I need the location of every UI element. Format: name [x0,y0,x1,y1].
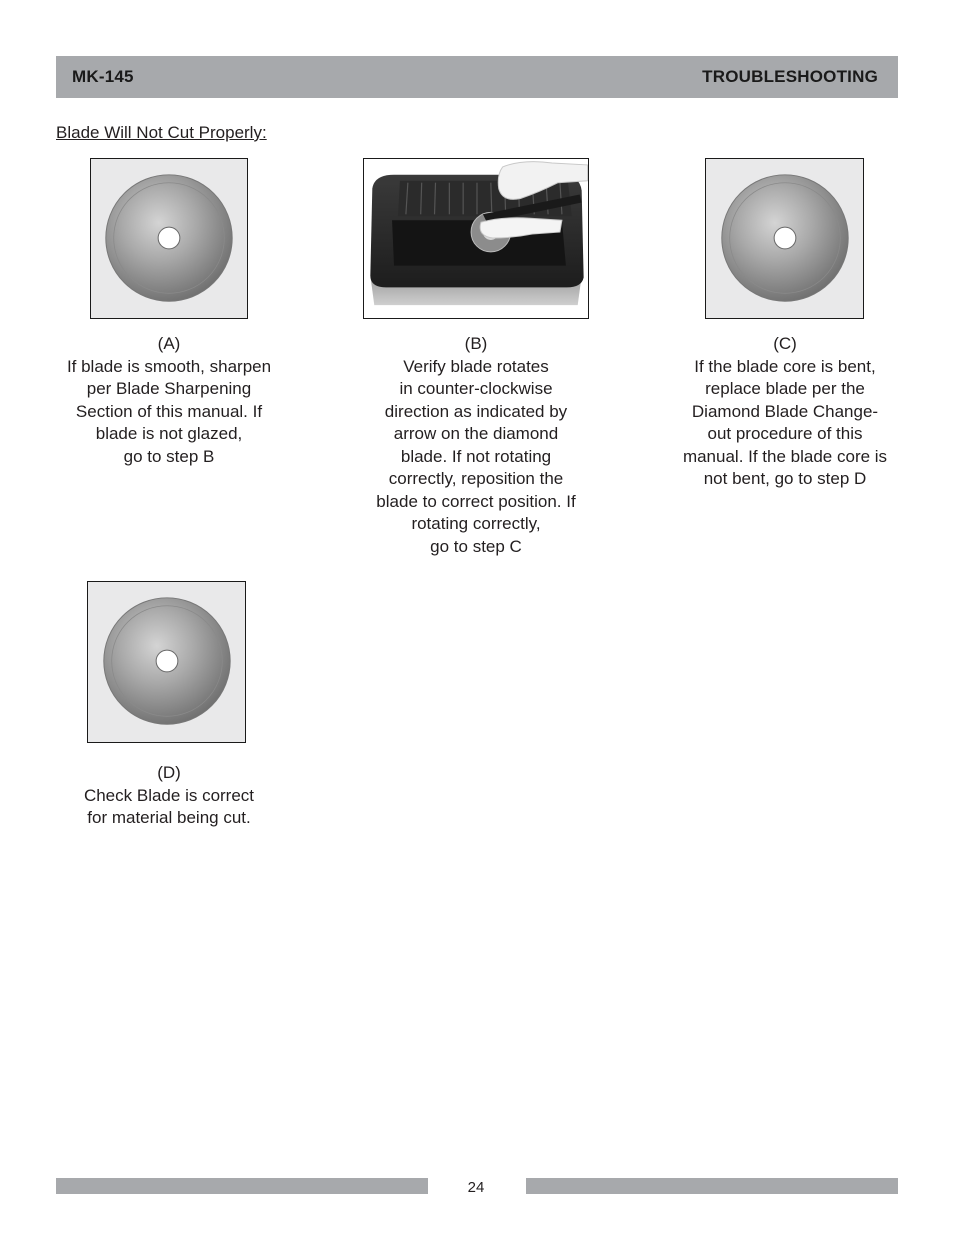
step-label: (A) [157,334,181,353]
step-text-line: direction as indicated by [384,401,568,421]
caption-step-a [39,333,299,468]
model-name: MK-145 [72,67,134,86]
caption-step-c [660,333,910,491]
page-number: 24 [467,1179,485,1196]
step-text-line: correctly, reposition the [388,469,564,488]
step-text-line: not bent, go to step D [703,469,867,488]
step-text-line: out procedure of this [707,424,863,443]
step-text-line: replace blade per the [705,379,865,398]
step-text-line: If blade is smooth, sharpen [66,356,272,376]
step-label: (C) [773,334,797,353]
step-text-line: manual. If the blade core is [682,446,888,466]
step-text-line: Verify blade rotates [403,356,549,376]
header-bar [56,56,898,98]
step-text-line: per Blade Sharpening [86,379,252,398]
step-text-line: in counter-clockwise [399,379,553,398]
diamond-blade-icon [91,159,247,318]
step-text-line: arrow on the diamond [393,424,559,443]
figure-d-blade-image [87,581,246,743]
section-title: Blade Will Not Cut Properly: [56,123,267,142]
section-heading: TROUBLESHOOTING [702,67,878,86]
figure-c-blade-image [705,158,864,319]
step-label: (D) [157,763,181,782]
step-text-line: go to step B [123,446,215,466]
step-text-line: blade to correct position. If [376,491,576,511]
step-text-line: blade. If not rotating [400,446,552,466]
step-text-line: blade is not glazed, [95,424,243,443]
diamond-blade-icon [706,159,863,318]
step-text-line: Section of this manual. If [75,401,263,421]
caption-step-d [39,762,299,830]
step-text-line: Check Blade is correct [83,785,255,805]
footer-bar-right [526,1178,898,1194]
figure-a-blade-image [90,158,248,319]
step-text-line: If the blade core is bent, [694,356,876,376]
figure-b-saw-photo [363,158,589,319]
footer-bar-left [56,1178,428,1194]
step-text-line: for material being cut. [87,808,251,827]
caption-step-b [346,333,606,558]
step-text-line: rotating correctly, [411,514,541,533]
step-text-line: Diamond Blade Change- [691,401,879,421]
tile-saw-photo-icon [364,159,588,318]
diamond-blade-icon [88,582,245,742]
step-label: (B) [464,334,488,353]
step-text-line: go to step C [430,536,522,556]
